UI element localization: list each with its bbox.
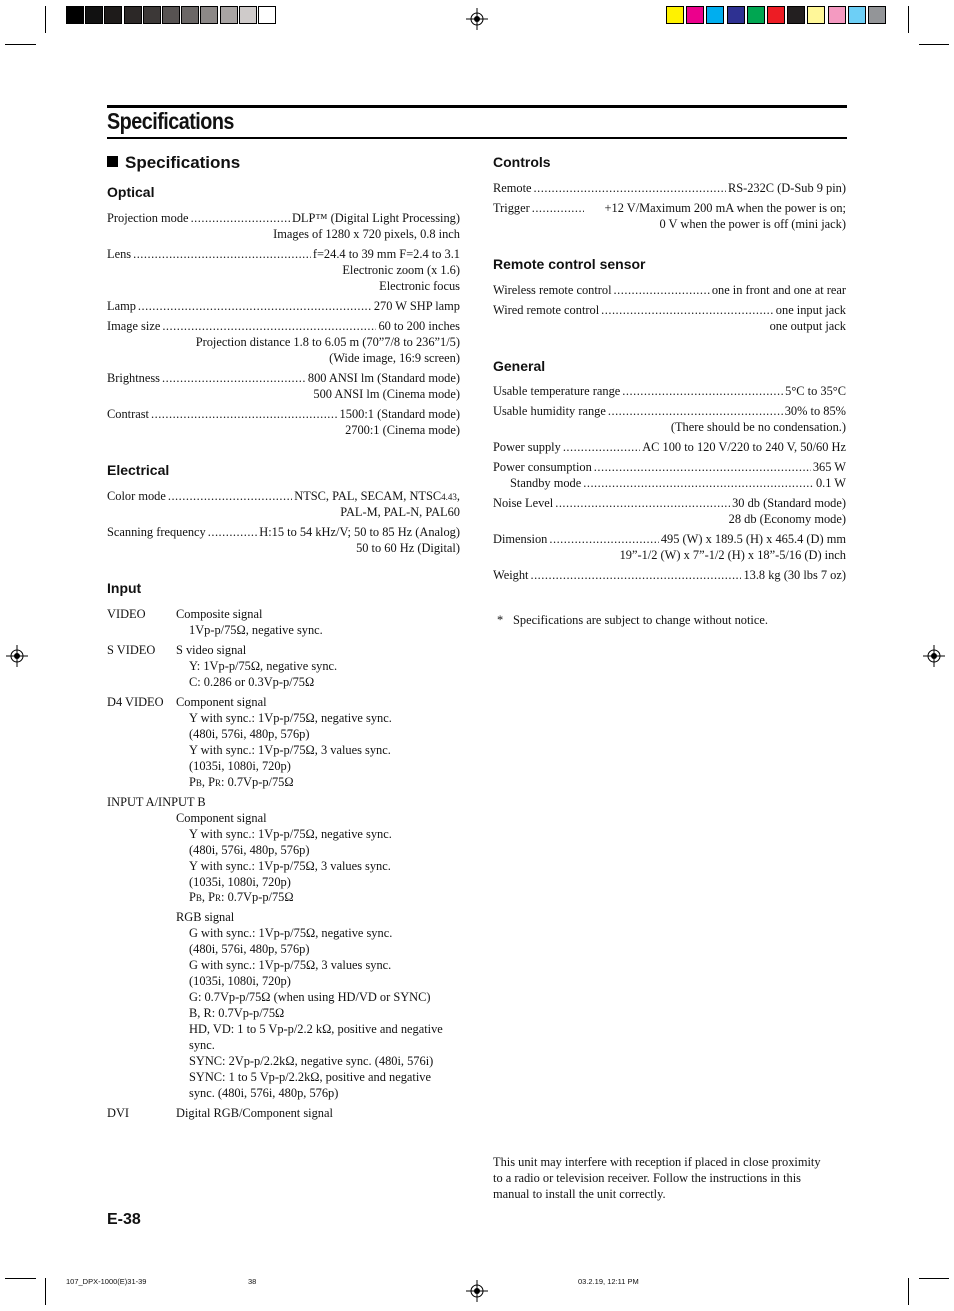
section-title: Specifications: [107, 153, 240, 173]
leader-dots: [583, 475, 814, 491]
leader-dots: [133, 246, 311, 262]
signal-line: S video signal: [176, 643, 247, 657]
leader-dots: [549, 531, 658, 547]
general-heading: General: [493, 358, 546, 374]
registration-mark-icon: [923, 645, 945, 667]
spec-label: Contrast: [107, 407, 149, 421]
spec-continuation: Electronic zoom (x 1.6): [342, 263, 460, 277]
signal-line: Y: 1Vp-p/75Ω, negative sync.: [189, 659, 338, 673]
signal-line: (1035i, 1080i, 720p): [189, 759, 291, 773]
spec-continuation: 500 ANSI lm (Cinema mode): [313, 387, 460, 401]
optical-heading: Optical: [107, 184, 155, 200]
spec-value: 30% to 85%: [784, 404, 846, 418]
signal-line: (1035i, 1080i, 720p): [189, 875, 291, 889]
spec-label: Usable temperature range: [493, 384, 621, 398]
gray-swatch: [220, 6, 238, 24]
spec-row: [493, 403, 846, 419]
signal-line: RGB signal: [176, 910, 235, 924]
gray-swatch: [143, 6, 161, 24]
color-swatch: [706, 6, 724, 24]
spec-row: [107, 210, 460, 226]
spec-value: 0.1 W: [815, 476, 846, 490]
input-heading: Input: [107, 580, 142, 596]
spec-label: Power supply: [493, 440, 561, 454]
page-number: E-38: [107, 1211, 141, 1228]
leader-dots: [151, 406, 338, 422]
signal-line: SYNC: 2Vp-p/2.2kΩ, negative sync. (480i, 576i): [189, 1054, 434, 1068]
gray-swatch: [162, 6, 180, 24]
signal-line: HD, VD: 1 to 5 Vp-p/2.2 kΩ, positive and negative: [189, 1022, 443, 1036]
spec-value: 13.8 kg (30 lbs 7 oz): [743, 568, 846, 582]
spec-continuation: one output jack: [769, 319, 846, 333]
spec-label: Lens: [107, 247, 132, 261]
color-swatch: [868, 6, 886, 24]
signal-line: (480i, 576i, 480p, 576p): [189, 843, 310, 857]
spec-continuation: 0 V when the power is off (mini jack): [659, 217, 846, 231]
spec-continuation: 19”-1/2 (W) x 7”-1/2 (H) x 18”-5/16 (D) inch: [619, 548, 846, 562]
spec-continuation: (Wide image, 16:9 screen): [329, 351, 460, 365]
leader-dots: [594, 459, 811, 475]
spec-row: [107, 406, 460, 422]
leader-dots: [162, 370, 306, 386]
spec-label: Power consumption: [493, 460, 592, 474]
signal-line: G: 0.7Vp-p/75Ω (when using HD/VD or SYNC): [189, 990, 431, 1004]
signal-line: sync.: [189, 1038, 215, 1052]
gray-swatch: [66, 6, 84, 24]
color-swatch: [807, 6, 825, 24]
signal-line: (480i, 576i, 480p, 576p): [189, 942, 310, 956]
color-swatch: [828, 6, 846, 24]
gray-swatch: [124, 6, 142, 24]
gray-swatch: [181, 6, 199, 24]
spec-row: [493, 475, 846, 491]
spec-continuation: Images of 1280 x 720 pixels, 0.8 inch: [273, 227, 460, 241]
spec-row: [107, 246, 460, 262]
color-swatch: [848, 6, 866, 24]
footer-page: 38: [248, 1277, 257, 1286]
input-label-svideo: S VIDEO: [107, 643, 156, 657]
leader-dots: [162, 318, 376, 334]
spec-value: 60 to 200 inches: [378, 319, 460, 333]
spec-row-wired: Wired remote control ..... one input jack: [493, 302, 846, 318]
signal-line: 1Vp-p/75Ω, negative sync.: [189, 623, 323, 637]
spec-label: Brightness: [107, 371, 161, 385]
color-swatch: [666, 6, 684, 24]
spec-value: 5°C to 35°C: [785, 384, 846, 398]
spec-row: [493, 383, 846, 399]
registration-mark-icon: [466, 8, 488, 30]
spec-value: 1500:1 (Standard mode): [339, 407, 460, 421]
spec-label: Noise Level: [493, 496, 554, 510]
spec-continuation: (There should be no condensation.): [670, 420, 846, 434]
signal-line: Y with sync.: 1Vp-p/75Ω, negative sync.: [189, 711, 392, 725]
registration-mark-icon: [6, 645, 28, 667]
leader-dots: [191, 210, 290, 226]
signal-line: Digital RGB/Component signal: [176, 1106, 333, 1120]
signal-line: G with sync.: 1Vp-p/75Ω, negative sync.: [189, 926, 393, 940]
input-label-d4video: D4 VIDEO: [107, 695, 164, 709]
interference-line: to a radio or television receiver. Follow the instructions in this: [493, 1171, 801, 1185]
square-bullet-icon: [107, 156, 118, 167]
signal-line: (1035i, 1080i, 720p): [189, 974, 291, 988]
color-swatch: [747, 6, 765, 24]
signal-line: Y with sync.: 1Vp-p/75Ω, negative sync.: [189, 827, 392, 841]
signal-line: Y with sync.: 1Vp-p/75Ω, 3 values sync.: [189, 859, 391, 873]
signal-line: SYNC: 1 to 5 Vp-p/2.2kΩ, positive and negative: [189, 1070, 431, 1084]
input-label-input-ab: INPUT A/INPUT B: [107, 795, 206, 809]
spec-continuation: Projection distance 1.8 to 6.05 m (70”7/8 to 236”1/5): [195, 335, 460, 349]
spec-continuation: 28 db (Economy mode): [728, 512, 846, 526]
spec-value: 30 db (Standard mode): [732, 496, 846, 510]
signal-line: B, R: 0.7Vp-p/75Ω: [189, 1006, 285, 1020]
spec-value: 365 W: [812, 460, 846, 474]
interference-line: manual to install the unit correctly.: [493, 1187, 666, 1201]
spec-row: [107, 370, 460, 386]
color-swatch: [787, 6, 805, 24]
gray-swatch: [85, 6, 103, 24]
input-label-video: VIDEO: [107, 607, 146, 621]
spec-row: [493, 531, 846, 547]
spec-row: [493, 495, 846, 511]
leader-dots: [138, 298, 372, 314]
spec-row-trigger: Trigger ..... +12 V/Maximum 200 mA when the power is on;: [493, 200, 846, 216]
spec-value: AC 100 to 120 V/220 to 240 V, 50/60 Hz: [642, 440, 846, 454]
interference-line: This unit may interfere with reception if placed in close proximity: [493, 1155, 821, 1169]
gray-swatch: [239, 6, 257, 24]
change-notice: Specifications are subject to change without notice.: [513, 613, 768, 627]
spec-row-remote: Remote ..... RS-232C (D-Sub 9 pin): [493, 180, 846, 196]
signal-line: sync. (480i, 576i, 480p, 576p): [189, 1086, 339, 1100]
signal-line: Component signal: [176, 811, 267, 825]
spec-label: Standby mode: [510, 476, 582, 490]
spec-row-scanning: Scanning frequency ..... H:15 to 54 kHz/V; 50 to 85 Hz (Analog): [107, 524, 460, 540]
spec-row: [493, 567, 846, 583]
spec-continuation: Electronic focus: [379, 279, 460, 293]
leader-dots: [608, 403, 783, 419]
footer-date: 03.2.19, 12:11 PM: [578, 1277, 639, 1286]
spec-label: Usable humidity range: [493, 404, 606, 418]
footer-filename: 107_DPX-1000(E)31-39: [66, 1277, 147, 1286]
signal-line: Y with sync.: 1Vp-p/75Ω, 3 values sync.: [189, 743, 391, 757]
spec-row: [107, 318, 460, 334]
remote-sensor-heading: Remote control sensor: [493, 256, 646, 272]
input-label-dvi: DVI: [107, 1106, 130, 1120]
color-swatch: [686, 6, 704, 24]
page-title: Specifications: [107, 108, 234, 134]
leader-dots: [530, 567, 741, 583]
spec-label: Lamp: [107, 299, 136, 313]
signal-line: (480i, 576i, 480p, 576p): [189, 727, 310, 741]
spec-label: Dimension: [493, 532, 548, 546]
title-rule-bottom: [107, 137, 847, 139]
note-asterisk: *: [497, 613, 504, 627]
spec-row-color-mode: Color mode ..... NTSC, PAL, SECAM, NTSC4.43,: [107, 488, 460, 505]
spec-continuation: 2700:1 (Cinema mode): [345, 423, 460, 437]
spec-value: 495 (W) x 189.5 (H) x 465.4 (D) mm: [660, 532, 846, 546]
spec-row: [107, 298, 460, 314]
spec-label: Projection mode: [107, 211, 189, 225]
registration-mark-icon: [466, 1280, 488, 1302]
spec-label: Image size: [107, 319, 161, 333]
pbpr-line: PB, PR: 0.7Vp-p/75Ω: [189, 890, 294, 904]
signal-line: Composite signal: [176, 607, 263, 621]
spec-continuation: 50 to 60 Hz (Digital): [356, 541, 460, 555]
leader-dots: [622, 383, 783, 399]
gray-swatch: [258, 6, 276, 24]
spec-label: Weight: [493, 568, 529, 582]
pbpr-line: PB, PR: 0.7Vp-p/75Ω: [189, 775, 294, 789]
spec-continuation: PAL-M, PAL-N, PAL60: [340, 505, 460, 519]
spec-value: f=24.4 to 39 mm F=2.4 to 3.1: [312, 247, 460, 261]
leader-dots: [555, 495, 730, 511]
spec-row: [493, 459, 846, 475]
leader-dots: [563, 439, 640, 455]
gray-swatch: [104, 6, 122, 24]
signal-line: Component signal: [176, 695, 267, 709]
color-swatch: [767, 6, 785, 24]
spec-value: DLP™ (Digital Light Processing): [291, 211, 460, 225]
electrical-heading: Electrical: [107, 462, 170, 478]
spec-row-wireless: Wireless remote control ..... one in front and one at rear: [493, 282, 846, 298]
signal-line: C: 0.286 or 0.3Vp-p/75Ω: [189, 675, 315, 689]
gray-swatch: [200, 6, 218, 24]
spec-value: 800 ANSI lm (Standard mode): [307, 371, 460, 385]
spec-row: [493, 439, 846, 455]
color-swatch: [727, 6, 745, 24]
spec-value: 270 W SHP lamp: [373, 299, 460, 313]
controls-heading: Controls: [493, 154, 551, 170]
signal-line: G with sync.: 1Vp-p/75Ω, 3 values sync.: [189, 958, 392, 972]
